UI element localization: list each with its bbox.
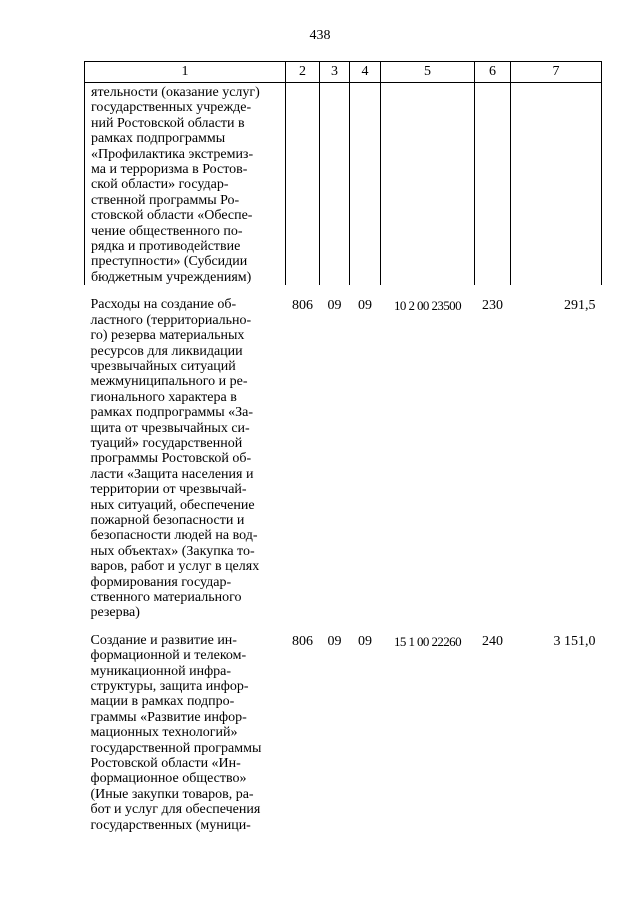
description-line: муникационной инфра-: [90, 663, 232, 679]
description-line: ской области» государ-: [91, 177, 229, 193]
subsection-code: 09: [358, 633, 372, 649]
description-line: Создание и развитие ин-: [90, 632, 237, 648]
section-code: 09: [327, 633, 342, 649]
description-line: чрезвычайных ситуаций: [90, 358, 236, 374]
page-number: 438: [309, 28, 331, 43]
expense-type-code: 230: [482, 298, 503, 314]
description-line: резерва): [90, 605, 140, 621]
amount: 3 151,0: [553, 633, 596, 649]
description-line: государственных учрежде-: [91, 100, 252, 116]
description-line: варов, работ и услуг в целях: [90, 559, 260, 575]
description-line: ма и терроризма в Ростов-: [91, 162, 248, 178]
column-header: 6: [475, 62, 511, 83]
subsection-code: [350, 83, 381, 286]
description-line: гионального характера в: [90, 389, 237, 405]
description-line: преступности» (Субсидии: [91, 254, 248, 270]
column-header: 2: [286, 62, 320, 83]
expense-type-code: 240: [482, 633, 503, 649]
description-line: бот и услуг для обеспечения: [90, 802, 261, 818]
section-code: [320, 83, 350, 286]
description-line: пожарной безопасности и: [90, 512, 245, 528]
description-line: мации в рамках подпро-: [90, 694, 235, 710]
table-row: [85, 285, 602, 621]
description-line: (Иные закупки товаров, ра-: [90, 786, 254, 802]
row-description: [85, 285, 286, 621]
description-line: ных объектах» (Закупка то-: [90, 543, 255, 559]
description-line: Ростовской области «Ин-: [90, 756, 241, 772]
description-line: формационное общество»: [90, 771, 247, 787]
table-header-row: [85, 62, 602, 83]
column-header: 4: [350, 62, 381, 83]
description-line: го) резерва материальных: [90, 328, 245, 344]
description-line: ресурсов для ликвидации: [90, 343, 243, 359]
amount: 291,5: [564, 298, 596, 314]
column-header: 5: [381, 62, 475, 83]
subsection-code: 09: [358, 298, 372, 314]
description-line: структуры, защита инфор-: [90, 679, 249, 695]
target-article-code: 15 1 00 22260: [394, 633, 461, 649]
target-article-code: [381, 83, 475, 286]
description-line: формирования государ-: [90, 574, 232, 590]
description-line: ний Ростовской области в: [91, 115, 245, 131]
description-line: ятельности (оказание услуг): [91, 85, 260, 100]
description-line: туаций» государственной: [90, 435, 243, 451]
description-line: щита от чрезвычайных си-: [90, 420, 250, 436]
row-description: [85, 83, 286, 286]
description-line: рамках подпрограммы: [91, 131, 226, 147]
budget-table: [84, 61, 602, 833]
description-line: ственного материального: [90, 590, 242, 605]
description-line: мационных технологий»: [90, 725, 238, 741]
description-line: рамках подпрограммы «За-: [90, 405, 254, 421]
table-row: [85, 621, 602, 833]
description-line: формационной и телеком-: [90, 648, 247, 664]
table-row: [85, 83, 602, 286]
description-line: «Профилактика экстремиз-: [91, 146, 254, 162]
row-description: [85, 621, 286, 833]
description-line: рядка и противодействие: [91, 239, 241, 255]
description-line: межмуниципального и ре-: [90, 374, 248, 390]
description-line: государственной программы: [90, 740, 262, 756]
column-header: 1: [85, 62, 286, 83]
ministry-code: 806: [292, 298, 313, 314]
column-header: 7: [511, 62, 602, 83]
description-line: ственной программы Ро-: [91, 192, 240, 208]
description-line: ластного (территориально-: [90, 312, 252, 328]
ministry-code: [286, 83, 320, 286]
description-line: безопасности людей на вод-: [90, 528, 258, 544]
description-line: чение общественного по-: [91, 223, 243, 239]
description-line: ласти «Защита населения и: [90, 466, 254, 482]
description-line: стовской области «Обеспе-: [91, 208, 253, 224]
description-line: бюджетным учреждениям): [91, 269, 252, 285]
amount: [511, 83, 602, 286]
description-line: государственных (муници-: [90, 817, 251, 833]
description-line: программы Ростовской об-: [90, 451, 252, 467]
description-line: ных ситуаций, обеспечение: [90, 497, 255, 513]
column-header: 3: [320, 62, 350, 83]
description-line: граммы «Развитие инфор-: [90, 709, 247, 725]
target-article-code: 10 2 00 23500: [394, 298, 461, 314]
ministry-code: 806: [292, 633, 313, 649]
expense-type-code: [475, 83, 511, 286]
section-code: 09: [327, 298, 342, 314]
description-line: Расходы на создание об-: [90, 297, 237, 313]
description-line: территории от чрезвычай-: [90, 482, 247, 498]
